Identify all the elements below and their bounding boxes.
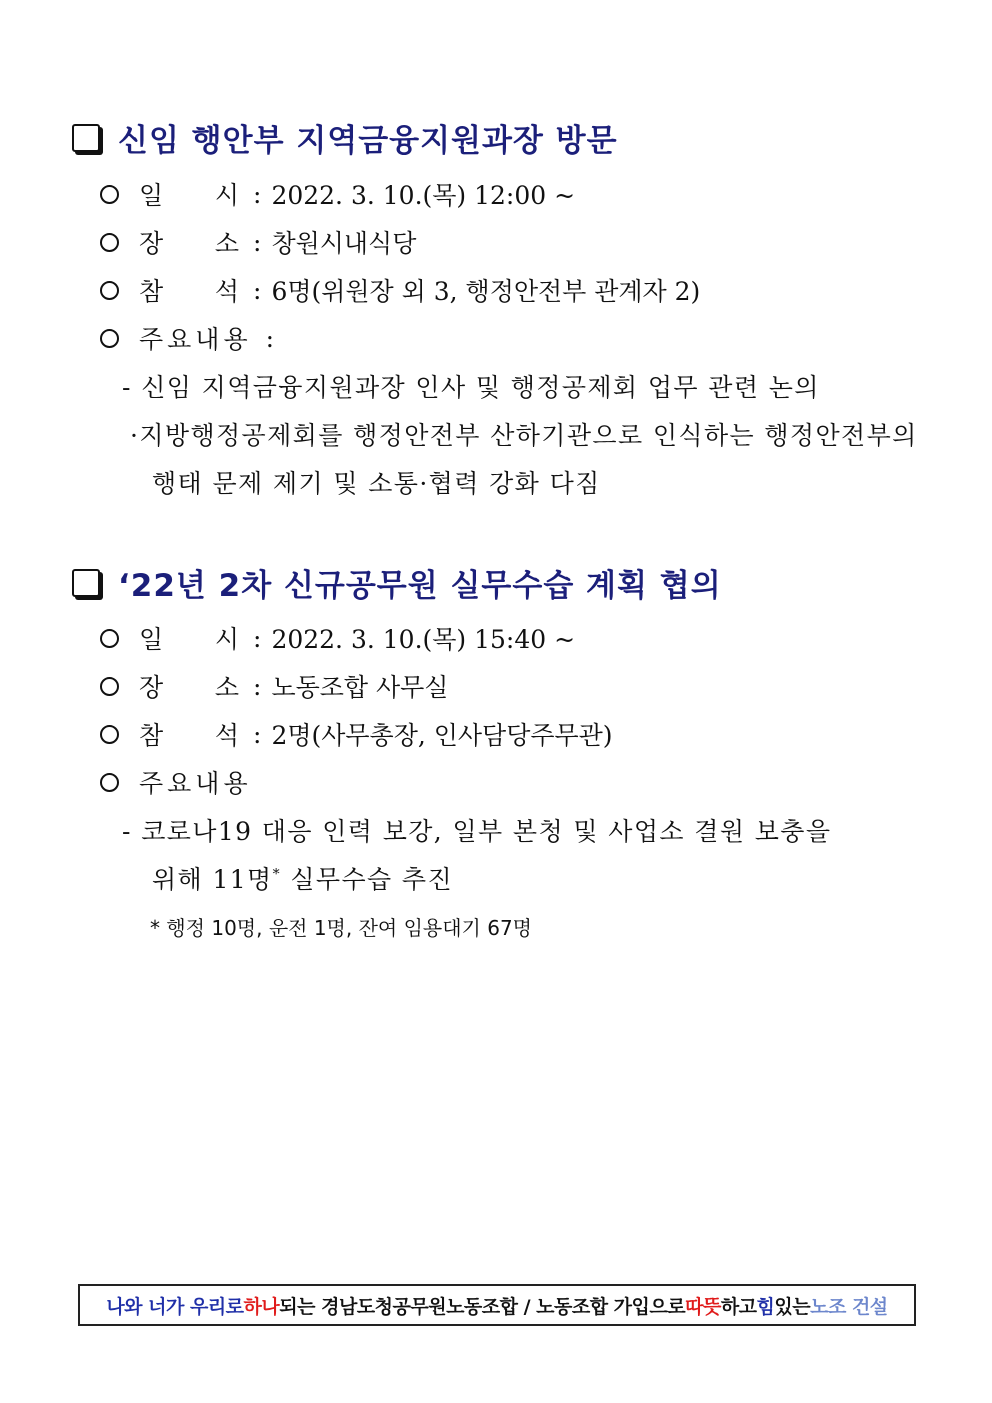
footnote-mark: * <box>272 866 282 883</box>
item-label: 장 소 <box>139 673 239 702</box>
item-value: 6명(위원장 외 3, 행정안전부 관계자 2) <box>271 277 701 306</box>
section-1-detail-2: ·지방행정공제회를 행정안전부 산하기관으로 인식하는 행정안전부의 <box>130 421 918 450</box>
bullet-circle-icon <box>100 677 119 696</box>
section-2-title-text: ‘22년 2차 신규공무원 실무수습 계획 협의 <box>118 568 722 604</box>
section-2-item-place <box>100 668 448 704</box>
item-value: 창원시내식당 <box>271 229 417 258</box>
section-2-detail-1: - 코로나19 대응 인력 보강, 일부 본청 및 사업소 결원 보충을 <box>122 817 832 846</box>
item-value: 2명(사무총장, 인사담당주무관) <box>271 721 613 750</box>
item-value: 2022. 3. 10.(목) 12:00 ~ <box>271 181 576 210</box>
footnote: * 행정 10명, 운전 1명, 잔여 임용대기 67명 <box>150 916 532 940</box>
item-label: 주요내용 <box>139 325 252 354</box>
section-2-item-date <box>100 620 575 656</box>
slogan-part: 나와 너가 우리로 <box>106 1295 244 1318</box>
colon: : <box>253 623 262 653</box>
item-label: 참 석 <box>139 277 239 306</box>
item-label: 일 시 <box>139 625 239 654</box>
colon: : <box>253 671 262 701</box>
section-1-item-content <box>100 320 284 356</box>
section-1-detail-3: 행태 문제 제기 및 소통·협력 강화 다짐 <box>152 469 601 498</box>
bullet-circle-icon <box>100 725 119 744</box>
item-value: 노동조합 사무실 <box>271 673 449 702</box>
slogan-part: 하나 <box>243 1295 280 1318</box>
bullet-circle-icon <box>100 233 119 252</box>
detail-text: 실무수습 추진 <box>290 865 454 894</box>
section-1-item-date <box>100 176 575 212</box>
item-label: 장 소 <box>139 229 239 258</box>
slogan-part: 하고 <box>720 1295 757 1318</box>
item-label: 주요내용 <box>139 769 252 798</box>
section-1-item-attendees <box>100 272 700 308</box>
section-1-item-place <box>100 224 416 260</box>
section-1-title-text: 신임 행안부 지역금융지원과장 방문 <box>118 123 618 159</box>
slogan-part: 따뜻 <box>685 1295 721 1318</box>
bullet-circle-icon <box>100 281 119 300</box>
colon: : <box>253 275 262 305</box>
section-1-title <box>72 115 618 160</box>
footer-slogan <box>78 1284 916 1326</box>
colon: : <box>265 323 275 353</box>
colon: : <box>253 227 262 257</box>
bullet-circle-icon <box>100 773 119 792</box>
colon: : <box>253 179 262 209</box>
bullet-circle-icon <box>100 629 119 648</box>
bullet-circle-icon <box>100 185 119 204</box>
item-label: 참 석 <box>139 721 239 750</box>
item-value: 2022. 3. 10.(목) 15:40 ~ <box>271 625 576 654</box>
detail-text: 위해 11명 <box>152 865 273 894</box>
slogan-part: 있는 <box>774 1295 811 1318</box>
bullet-circle-icon <box>100 329 119 348</box>
slogan-part: 노조 건설 <box>810 1295 888 1318</box>
section-2-item-attendees <box>100 716 613 752</box>
slogan-part: 되는 경남도청공무원노동조합 / 노동조합 가입으로 <box>279 1295 686 1318</box>
checkbox-icon <box>72 124 100 152</box>
section-1-detail-1: - 신임 지역금융지원과장 인사 및 행정공제회 업무 관련 논의 <box>122 373 820 402</box>
section-2-detail-2 <box>152 860 453 896</box>
checkbox-icon <box>72 569 100 597</box>
item-label: 일 시 <box>139 181 239 210</box>
section-2-title <box>72 560 722 605</box>
colon: : <box>253 719 262 749</box>
slogan-part: 힘 <box>756 1295 775 1318</box>
section-2-item-content <box>100 764 252 800</box>
